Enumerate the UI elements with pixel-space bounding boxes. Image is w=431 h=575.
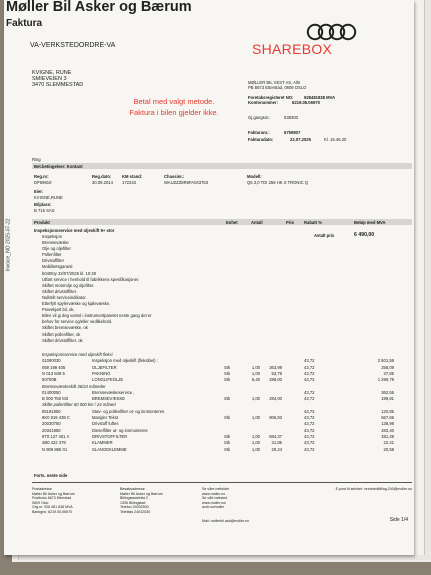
footer-line: Postboks 6673 Etterstad bbox=[32, 496, 72, 501]
item-unit: Stk bbox=[224, 433, 231, 439]
item-price: 288,00 bbox=[269, 377, 282, 383]
footer bbox=[32, 487, 412, 537]
footer-line: Bankgiro: 6219.05.06970 bbox=[32, 509, 73, 514]
item-unit: Stk bbox=[224, 364, 231, 370]
invoice-date: 22.07.2025 bbox=[290, 137, 311, 142]
service-line: Skiftet drivstoffilter, ok bbox=[42, 337, 83, 343]
item-amount: 120,85 bbox=[381, 408, 394, 414]
order-type: VA-VERKSTEDORDRE-VA bbox=[30, 42, 116, 49]
vehicle-model: Q5 3,0 TDI 258 HK S TRONIC Q bbox=[247, 180, 309, 185]
item-code: 059 198 405 bbox=[42, 364, 66, 370]
item-code: 20030750 bbox=[42, 421, 61, 427]
item-unit: Stk bbox=[224, 377, 231, 383]
item-description: OLJEFILTER bbox=[92, 364, 117, 370]
item-amount: 567,65 bbox=[381, 415, 394, 420]
item-qty: 1,00 bbox=[251, 370, 260, 376]
item-discount: 43,72 bbox=[304, 396, 315, 402]
stamp-line-2: Faktura i bilen gjelder ikke. bbox=[129, 108, 219, 117]
item-discount: 43,72 bbox=[304, 427, 315, 433]
item-discount: 43,72 bbox=[304, 389, 315, 395]
service-line: Utført service i henhold til fabrikkens spesifikasjoner. bbox=[42, 276, 140, 282]
footer-line: Besøksadresse bbox=[120, 487, 145, 491]
item-price: 53,79 bbox=[271, 370, 282, 376]
item-code: 50700B bbox=[42, 377, 57, 383]
vehicle-regdate: 30.09.2014 bbox=[92, 180, 113, 185]
item-code: 01090030 bbox=[42, 358, 61, 364]
service-line: Skiftet motorolje og oljefilter. bbox=[42, 282, 95, 288]
item-discount: 43,72 bbox=[304, 446, 315, 452]
item-description: KLAMMER bbox=[92, 440, 113, 446]
footer-line bbox=[288, 505, 412, 510]
account-label: Kontonummer: bbox=[248, 100, 279, 105]
item-discount: 43,72 bbox=[304, 433, 315, 439]
customer-city: 3470 SLEMMESTAD bbox=[32, 82, 84, 88]
item-amount: 362,55 bbox=[381, 389, 394, 395]
service-line: Bremsevæske bbox=[42, 240, 69, 246]
item-unit: Stk bbox=[224, 396, 231, 402]
item-code: 85181950 bbox=[42, 408, 61, 414]
service-line: Nullstilt serviceindikator. bbox=[42, 294, 87, 300]
table-row bbox=[4, 447, 414, 453]
item-qty: 6,40 bbox=[251, 377, 260, 383]
service-line: Skiftet bremsevæske, ok bbox=[42, 325, 88, 331]
footer-line: Telefon 24032500 bbox=[120, 505, 149, 510]
service-line: Drivstoffilter bbox=[42, 258, 65, 264]
continued-label: Forts. neste side bbox=[34, 473, 68, 478]
footer-line: Telefaks 24032530 bbox=[120, 509, 151, 514]
item-discount: 43,72 bbox=[304, 358, 315, 364]
footer-line: www.moller.no bbox=[202, 491, 226, 496]
footer-line: Mail: mollerbil.asb@moller.no bbox=[202, 519, 249, 524]
org-number-label: Foretaksregisteret NO: bbox=[248, 95, 294, 100]
gj-label: Gj.gangsnr.: bbox=[248, 115, 271, 120]
customer-street: SMIEVEIEN 3 bbox=[32, 76, 67, 82]
invoice-number: 6759807 bbox=[284, 130, 301, 135]
item-price: 284,00 bbox=[269, 396, 282, 402]
footer-line: Se våre nettsider bbox=[202, 487, 230, 491]
fixed-price-label: Avtalt pris bbox=[314, 233, 335, 238]
item-description: BREMSEVÆSKE bbox=[92, 396, 126, 402]
item-amount: 22,41 bbox=[383, 440, 394, 446]
audi-rings-logo bbox=[306, 22, 358, 42]
item-description: LONGLIFEOLJE bbox=[92, 377, 124, 383]
service-line: b040tny 22/07/2025 kl. 10:28 bbox=[42, 270, 97, 276]
item-code: 8T0 127 401 A bbox=[42, 433, 70, 439]
side-print-label: Invoice_NO 2025-07-22 bbox=[5, 218, 12, 272]
supplier-name: MØLLER BIL VEST AS, A/B bbox=[248, 80, 300, 85]
item-discount: 43,72 bbox=[304, 364, 315, 370]
footer-column-2 bbox=[120, 487, 163, 515]
service-line: Bilen vil gi deg varsel i instrumentpanelet neste gang det er bbox=[42, 313, 152, 319]
item-code: 20341950 bbox=[42, 427, 61, 433]
item-description: Drivstoff luftes bbox=[92, 421, 119, 427]
company-name: Møller Bil Asker og Bærum bbox=[6, 0, 192, 15]
item-description: Mangler Tekst bbox=[92, 415, 118, 420]
item-price: 363,99 bbox=[269, 364, 282, 370]
service-line: Mobilitetsgaranti bbox=[42, 264, 73, 270]
col-price: Pris bbox=[286, 219, 294, 225]
col-unit: Enhet bbox=[226, 219, 238, 225]
service-title: Inspeksjonsservice med oljeskift 5+ stor bbox=[34, 228, 115, 233]
subheading-text: Skifte pollenfilter 60 000 km / 24 måned bbox=[42, 402, 116, 408]
item-description: PAKNING bbox=[92, 370, 111, 376]
stamp-line-1: Betal med valgt metode. bbox=[133, 97, 215, 106]
footer-column-3 bbox=[202, 487, 249, 524]
col-discount: Rabatt % bbox=[304, 219, 322, 225]
vehicle-km: 172243 bbox=[122, 180, 136, 185]
item-discount: 43,72 bbox=[304, 421, 315, 427]
item-qty: 1,00 bbox=[251, 364, 260, 370]
item-code: 8K0 819 439 C bbox=[42, 415, 70, 420]
service-description bbox=[42, 234, 152, 344]
item-unit: Stk bbox=[224, 440, 231, 446]
col-product: Produkt bbox=[34, 219, 50, 225]
footer-line: Møller Bil Asker og Bærum bbox=[120, 491, 163, 496]
item-code: B 000 750 M3 bbox=[42, 396, 69, 402]
item-description: SLANGEKLEMME bbox=[92, 446, 127, 452]
owner-name: KVIGNE,RUNE bbox=[34, 195, 63, 200]
item-amount: 483,40 bbox=[381, 427, 394, 433]
item-price: 31,85 bbox=[271, 440, 282, 446]
service-line: Skiftet drivstoffilter. bbox=[42, 288, 78, 294]
footer-column-4 bbox=[288, 487, 412, 523]
footer-divider bbox=[32, 482, 412, 483]
document-type: Faktura bbox=[6, 18, 43, 29]
item-price: 806,83 bbox=[269, 415, 282, 420]
vehicle-header-regdate: Reg.dato: bbox=[92, 174, 112, 179]
footer-line: 0609 Oslo bbox=[32, 500, 49, 505]
service-line: behov for service og/eller vedlikehold. bbox=[42, 319, 113, 325]
item-code: 01400050 bbox=[42, 389, 61, 395]
item-description: Støv- og pollenfilter ut- og innmonteres bbox=[92, 408, 165, 414]
item-unit: Stk bbox=[224, 415, 231, 420]
item-amount: 138,98 bbox=[381, 421, 394, 427]
footer-line: Postadresse bbox=[32, 487, 52, 491]
item-amount: 481,49 bbox=[381, 433, 394, 439]
item-unit: Stk bbox=[224, 370, 231, 376]
invoice-number-label: Fakturanr.: bbox=[248, 130, 270, 135]
col-amount: Beløp med MVA bbox=[354, 219, 386, 225]
item-qty: 1,00 bbox=[251, 396, 260, 402]
vehicle-regnr: DP59819 bbox=[34, 180, 52, 185]
gj-number: 538300 bbox=[284, 115, 298, 120]
item-discount: 43,72 bbox=[304, 377, 315, 383]
item-discount: 43,72 bbox=[304, 440, 315, 446]
item-price: 684,37 bbox=[269, 433, 282, 439]
vehicle-header-regnr: Reg.nr: bbox=[34, 174, 49, 179]
footer-line: Se vårt nettsted bbox=[202, 496, 228, 501]
item-qty: 1,00 bbox=[251, 446, 260, 452]
footer-line: 1396 Billingstad bbox=[120, 500, 146, 505]
item-amount: 1 296,79 bbox=[377, 377, 394, 383]
footer-line: Org.nr: 928 481 838 MVA bbox=[32, 505, 73, 510]
account-number: 6219.05.06970 bbox=[292, 100, 320, 105]
item-discount: 43,72 bbox=[304, 415, 315, 420]
item-discount: 43,72 bbox=[304, 370, 315, 376]
owner-label: Eier: bbox=[34, 189, 44, 194]
subheading-text: Bremsevæskeskift 36/24 måneder bbox=[42, 383, 106, 389]
invoice-time: Kl. 15.46.20 bbox=[324, 137, 347, 142]
invoice-page bbox=[4, 0, 414, 555]
terms-band bbox=[32, 163, 412, 169]
payment-stamp bbox=[114, 96, 234, 118]
service-line: Inspeksjon bbox=[42, 234, 63, 239]
service-line: Prøvekjørt bil, ok. bbox=[42, 307, 75, 313]
vehicle-header-km: KM stand: bbox=[122, 174, 143, 179]
fixed-price: 6 490,00 bbox=[354, 232, 375, 238]
org-number: 928481838 MVA bbox=[304, 95, 336, 100]
item-description: Inspeksjon med oljeskift (fleksibel) : bbox=[92, 358, 158, 364]
item-price: 29,24 bbox=[271, 446, 282, 452]
col-qty: Antall bbox=[251, 219, 263, 225]
vehicle-chassis: WAUZZZ8R6FA043763 bbox=[164, 180, 209, 185]
item-description: Bremsevæskeservice , bbox=[92, 389, 135, 395]
service-line: Skiftet pollenfilter, ok bbox=[42, 331, 81, 337]
item-amount: 2 501,59 bbox=[377, 358, 394, 364]
customer-name: KVIGNE, RUNE bbox=[32, 70, 72, 76]
vehicle-header-model: Modell: bbox=[247, 174, 262, 179]
item-description: DRIVSTOFFILTER bbox=[92, 433, 128, 439]
supplier-address: PB.6673 Etterstad, 0609 OSLO bbox=[248, 85, 307, 90]
item-code: N 013 849 5 bbox=[42, 370, 65, 376]
bilplass-label: Bilplass: bbox=[34, 202, 52, 207]
service-line: Pollenfilter bbox=[42, 252, 62, 258]
service-line: Olje og oljefilter bbox=[42, 246, 71, 252]
item-code: 4B0 422 379 bbox=[42, 440, 66, 446]
footer-column-1 bbox=[32, 487, 75, 515]
payment-terms: Bet.betingelser: Kontant bbox=[34, 163, 83, 169]
item-code: N 909 865 01 bbox=[42, 446, 68, 452]
item-qty: 1,00 bbox=[251, 440, 260, 446]
item-discount: 43,72 bbox=[304, 408, 315, 414]
ring-label: Ring bbox=[32, 157, 41, 162]
invoice-date-label: Fakturadato: bbox=[248, 137, 274, 142]
footer-line: E-post til selvbet: verkstedbilling.240@moller.no bbox=[335, 487, 412, 491]
stacked-page-edge bbox=[414, 0, 425, 555]
item-amount: 256,09 bbox=[381, 364, 394, 370]
item-amount: 199,81 bbox=[381, 396, 394, 402]
item-qty: 1,00 bbox=[251, 415, 260, 420]
service-line: Etterfylt spylervæske og kjølevæske. bbox=[42, 301, 111, 307]
item-unit: Stk bbox=[224, 446, 231, 452]
footer-line: Billingstadsletta 2 bbox=[120, 496, 148, 501]
item-amount: 37,85 bbox=[383, 370, 394, 376]
item-amount: 20,58 bbox=[383, 446, 394, 452]
vehicle-header-chassis: Chassinr.: bbox=[164, 174, 185, 179]
footer-line: Side 1/4 bbox=[389, 516, 408, 523]
bilplass-value: B 715 SAS bbox=[34, 208, 55, 213]
sharebox-label: SHAREBOX bbox=[252, 41, 333, 57]
subheading-text: Inspeksjonsservice med oljeskift fleksi bbox=[42, 352, 113, 357]
item-qty: 1,00 bbox=[251, 433, 260, 439]
item-description: Dieselfilter ut- og innmonteres bbox=[92, 427, 148, 433]
footer-line: Møller Bil Asker og Bærum bbox=[32, 491, 75, 496]
footer-line: avdi.no/moller bbox=[202, 505, 225, 510]
footer-line: www.moller.no/ bbox=[202, 500, 227, 505]
